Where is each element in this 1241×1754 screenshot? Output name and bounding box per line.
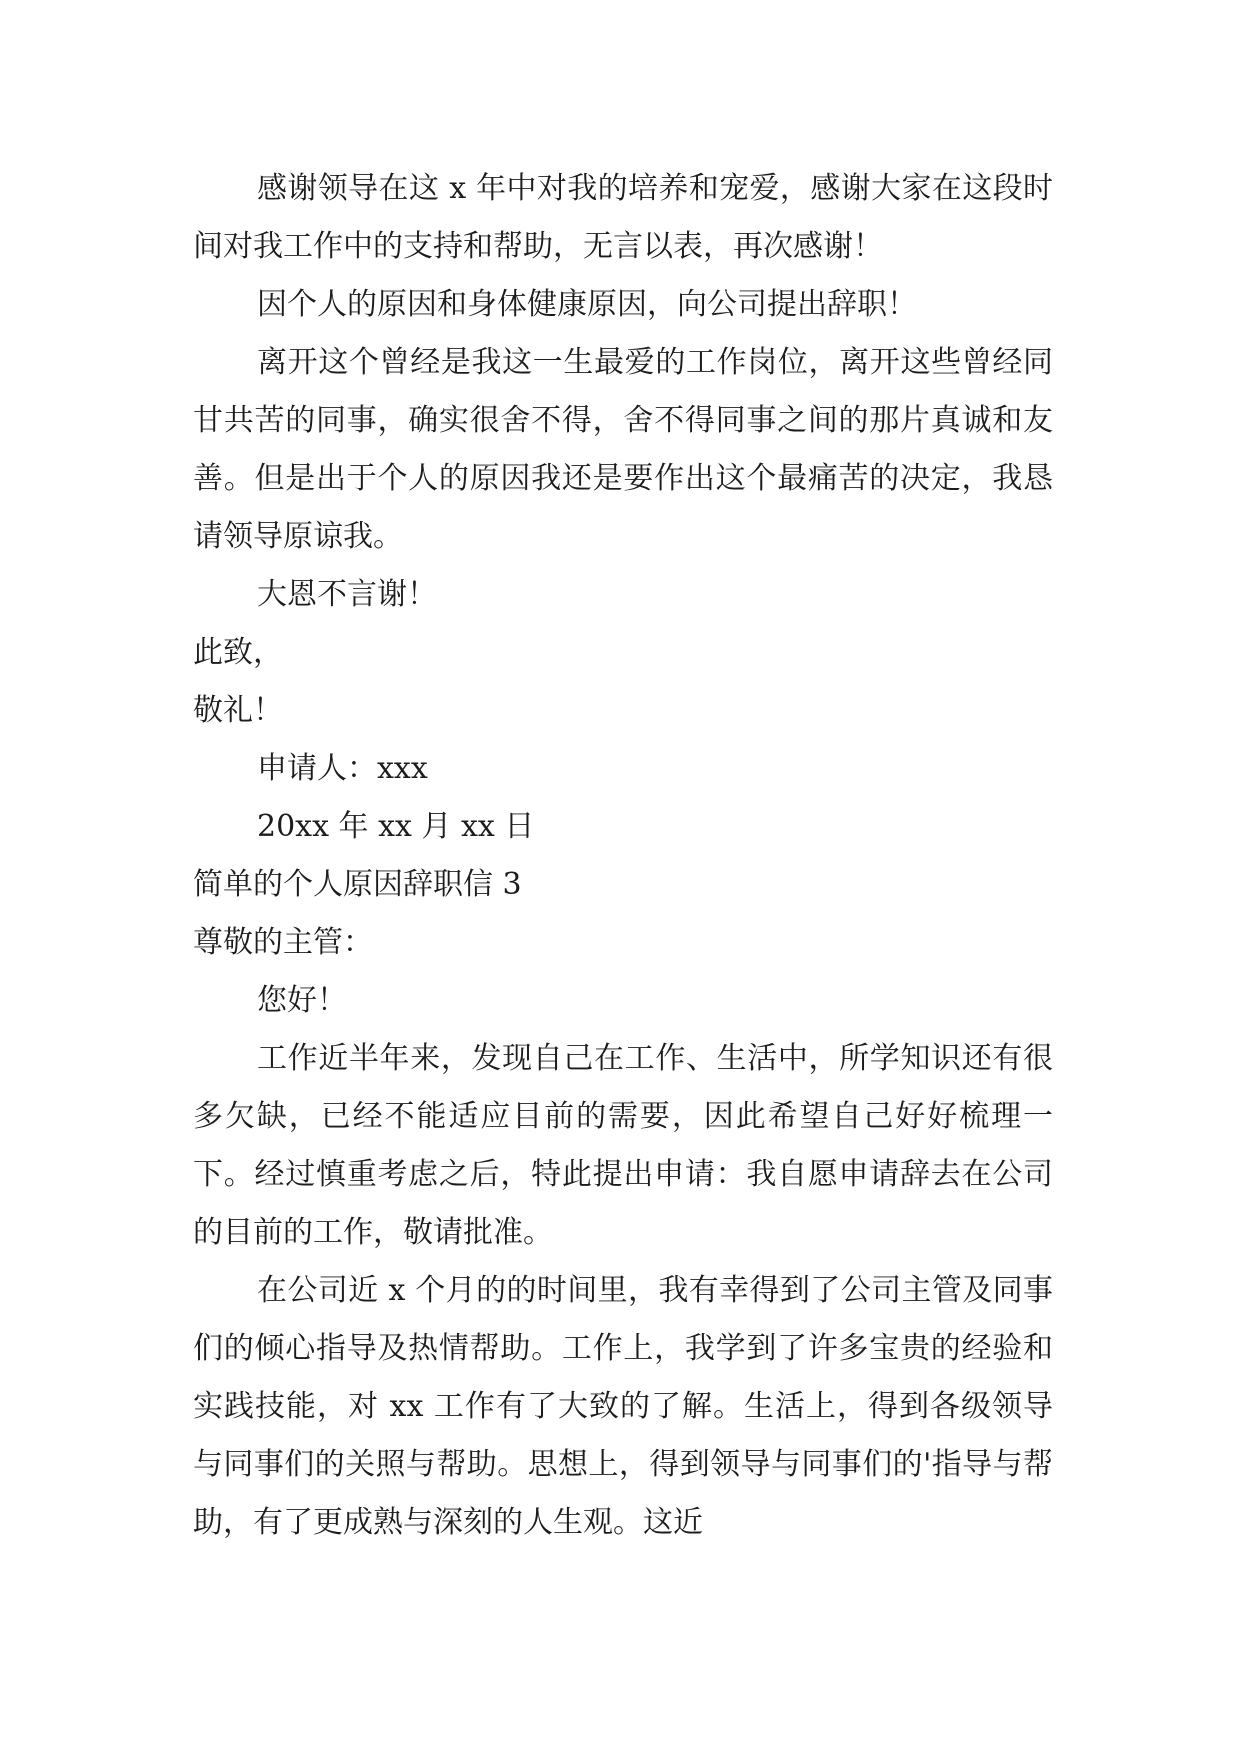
closing-respect: 敬礼！ [193,693,283,728]
signature-date: 20xx 年 xx 月 xx 日 [257,809,535,844]
paragraph-experience: 在公司近 x 个月的的时间里，我有幸得到了公司主管及同事们的倾心指导及热情帮助。工作上，我学到了许多宝贵的经验和实践技能，对 xx 工作有了大致的了解。生活上，得到各级领导与同事们的关照与帮助。思想上，得到领导与同事们的'指导与帮助，有了更成熟与深刻的人生观。这近 [193,1273,1053,1540]
letter-body [193,160,1053,1552]
paragraph-thanks: 感谢领导在这 x 年中对我的培养和宠爱，感谢大家在这段时间对我工作中的支持和帮助，无言以表，再次感谢！ [193,171,1053,264]
letter-greeting: 尊敬的主管： [193,925,373,960]
paragraph-request: 工作近半年来，发现自己在工作、生活中，所学知识还有很多欠缺，已经不能适应目前的需要，因此希望自己好好梳理一下。经过慎重考虑之后，特此提出申请：我自愿申请辞去在公司的目前的工作，敬请批准。 [193,1041,1053,1250]
paragraph-hello: 您好！ [257,983,347,1018]
paragraph-gratitude: 大恩不言谢！ [257,577,437,612]
paragraph-reason: 因个人的原因和身体健康原因，向公司提出辞职！ [257,287,917,322]
paragraph-farewell: 离开这个曾经是我这一生最爱的工作岗位，离开这些曾经同甘共苦的同事，确实很舍不得，舍不得同事之间的那片真诚和友善。但是出于个人的原因我还是要作出这个最痛苦的决定，我恳请领导原谅我。 [193,345,1053,554]
signature-applicant: 申请人：xxx [257,751,428,786]
closing-salutation: 此致， [193,635,283,670]
section-title: 简单的个人原因辞职信 3 [193,867,522,902]
